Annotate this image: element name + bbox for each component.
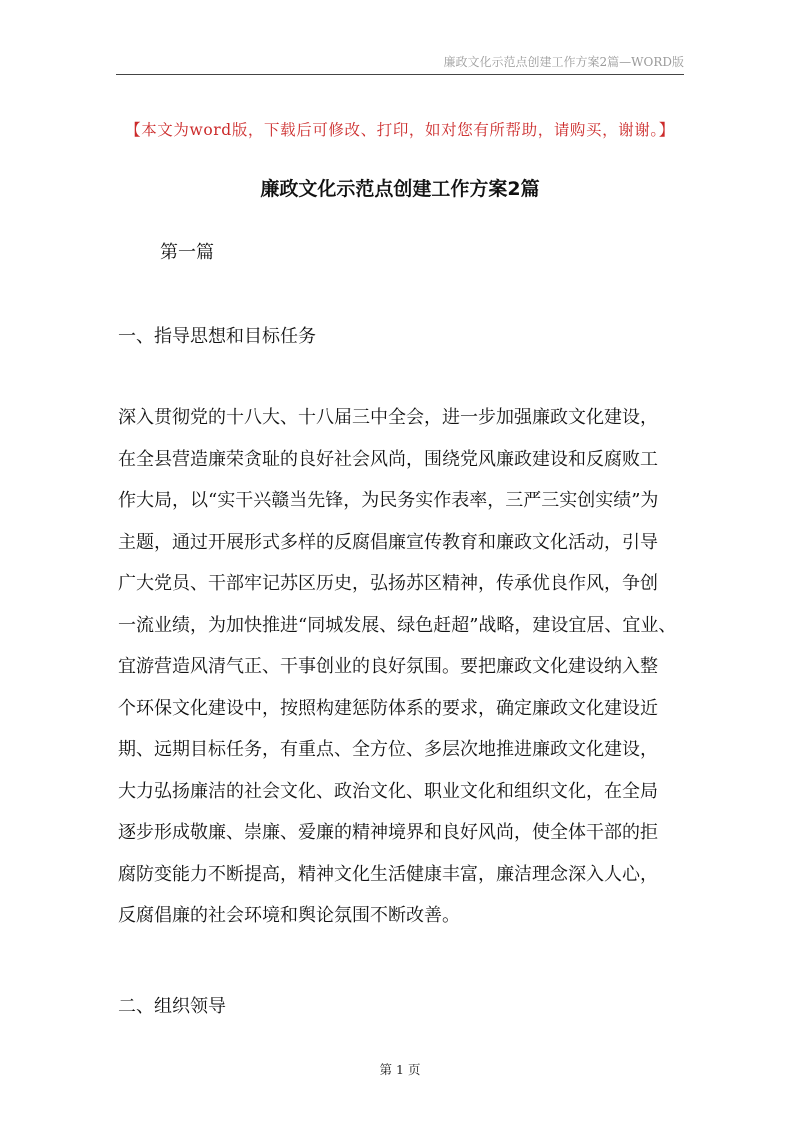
paragraph-line: 深入贯彻党的十八大、十八届三中全会，进一步加强廉政文化建设， bbox=[118, 407, 658, 428]
paragraph-line: 反腐倡廉的社会环境和舆论氛围不断改善。 bbox=[118, 905, 460, 926]
paragraph-line: 腐防变能力不断提高，精神文化生活健康丰富，廉洁理念深入人心， bbox=[118, 863, 658, 885]
paragraph-line: 广大党员、干部牢记苏区历史，弘扬苏区精神，传承优良作风，争创 bbox=[118, 573, 658, 594]
paragraph-line: 逐步形成敬廉、崇廉、爱廉的精神境界和良好风尚，使全体干部的拒 bbox=[118, 822, 658, 843]
download-notice: 【本文为word版，下载后可修改、打印，如对您有所帮助，请购买，谢谢。】 bbox=[125, 121, 675, 139]
chapter-heading: 第一篇 bbox=[160, 242, 214, 263]
header-title: 廉政文化示范点创建工作方案2篇—WORD版 bbox=[443, 55, 684, 69]
page-header bbox=[116, 50, 684, 75]
paragraph-line: 在全县营造廉荣贪耻的良好社会风尚，围绕党风廉政建设和反腐败工 bbox=[118, 448, 658, 470]
paragraph-line: 个环保文化建设中，按照构建惩防体系的要求，确定廉政文化建设近 bbox=[118, 697, 658, 719]
section-heading-guiding-ideology: 一、指导思想和目标任务 bbox=[118, 326, 316, 347]
paragraph-line: 作大局，以“实干兴赣当先锋，为民务实作表率，三严三实创实绩”为 bbox=[118, 490, 659, 511]
paragraph-line: 主题，通过开展形式多样的反腐倡廉宣传教育和廉政文化活动，引导 bbox=[118, 531, 658, 553]
paragraph-line: 宜游营造风清气正、干事创业的良好氛围。要把廉政文化建设纳入整 bbox=[118, 656, 658, 677]
paragraph-line: 一流业绩，为加快推进“同城发展、绿色赶超”战略，建设宜居、宜业、 bbox=[118, 614, 677, 636]
paragraph-line: 期、远期目标任务，有重点、全方位、多层次地推进廉政文化建设， bbox=[118, 739, 658, 760]
document-title: 廉政文化示范点创建工作方案2篇 bbox=[260, 178, 540, 200]
section-heading-organization: 二、组织领导 bbox=[118, 996, 226, 1017]
body-paragraph bbox=[118, 397, 684, 937]
paragraph-line: 大力弘扬廉洁的社会文化、政治文化、职业文化和组织文化，在全局 bbox=[118, 780, 658, 802]
page-number: 第 1 页 bbox=[379, 1062, 421, 1077]
